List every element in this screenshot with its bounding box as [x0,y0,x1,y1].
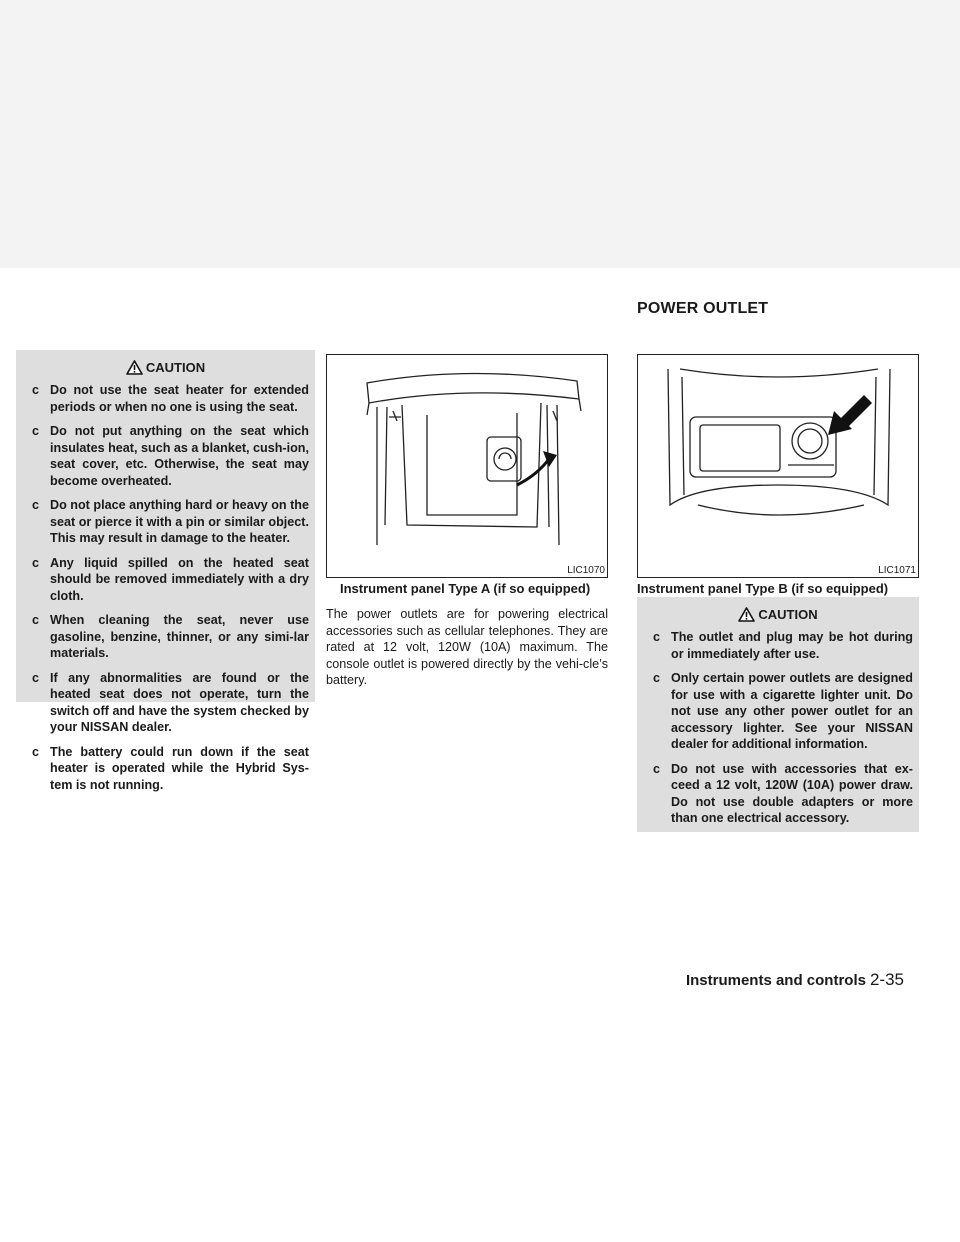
caution-list [22,382,309,793]
caution-heading: CAUTION [758,606,818,622]
figure-code: LIC1070 [567,565,605,576]
figure-caption-b: Instrument panel Type B (if so equipped) [637,581,889,596]
list-item: c Do not use the seat heater for extended periods or when no one is using the seat. [32,383,309,414]
bullet: c [32,424,40,438]
bullet: c [653,761,661,776]
figure-instrument-panel-type-a [326,354,608,578]
bullet: c [32,383,40,397]
figure-instrument-panel-type-b [637,354,919,578]
caution-header [22,358,309,376]
list-item: c The battery could run down if the seat heater is operated while the Hybrid Sys-tem is not running. [32,744,309,792]
list-item: c Do not put anything on the seat which insulates heat, such as a blanket, cush-ion, seat cover, etc. Otherwise, the seat may become overheated. [32,424,309,488]
bullet: c [32,670,40,685]
caution-list [643,629,913,827]
bullet: c [32,613,40,627]
glovebox-outlet-illustration [327,355,607,565]
top-band [0,0,960,268]
page-number: 2-35 [869,970,904,989]
bullet: c [32,744,40,759]
bullet: c [653,630,661,644]
console-outlet-illustration [638,355,918,565]
body-paragraph: The power outlets are for powering electrical accessories such as cellular telephones. They are rated at 12 volt, 120W (10A) maximum. The console outlet is powered directly by the vehi-cle’s battery. [326,607,608,687]
list-item: c The outlet and plug may be hot during or immediately after use. [653,630,913,661]
list-item: c Only certain power outlets are designed for use with a cigarette lighter unit. Do not use any other power outlet for an accessory lighter. See your NISSAN dealer for additional information. [653,671,913,751]
warning-icon [738,607,755,622]
bullet: c [32,555,40,570]
list-item: c Do not place anything hard or heavy on the seat or pierce it with a pin or similar object. This may result in damage to the heater. [32,498,309,545]
caution-box-power-outlet [637,597,919,832]
page-footer [686,970,904,990]
caution-box-seat-heater [16,350,315,792]
warning-icon [126,360,143,375]
bullet: c [653,671,661,685]
bullet: c [32,498,40,512]
list-item: c Any liquid spilled on the heated seat should be removed immediately with a dry cloth. [32,555,309,603]
section-title: POWER OUTLET [637,300,769,317]
chapter-name: Instruments and controls [685,972,866,989]
figure-caption-a: Instrument panel Type A (if so equipped) [340,581,591,596]
figure-code: LIC1071 [878,565,916,576]
caution-header [643,605,913,623]
list-item: c Do not use with accessories that ex-ceed a 12 volt, 120W (10A) power draw. Do not use double adapters or more than one electrical accessory. [653,761,913,825]
list-item: c If any abnormalities are found or the heated seat does not operate, turn the switch off and have the system checked by your NISSAN dealer. [32,670,309,734]
list-item: c When cleaning the seat, never use gasoline, benzine, thinner, or any simi-lar materials. [32,613,309,660]
caution-heading: CAUTION [145,359,206,375]
